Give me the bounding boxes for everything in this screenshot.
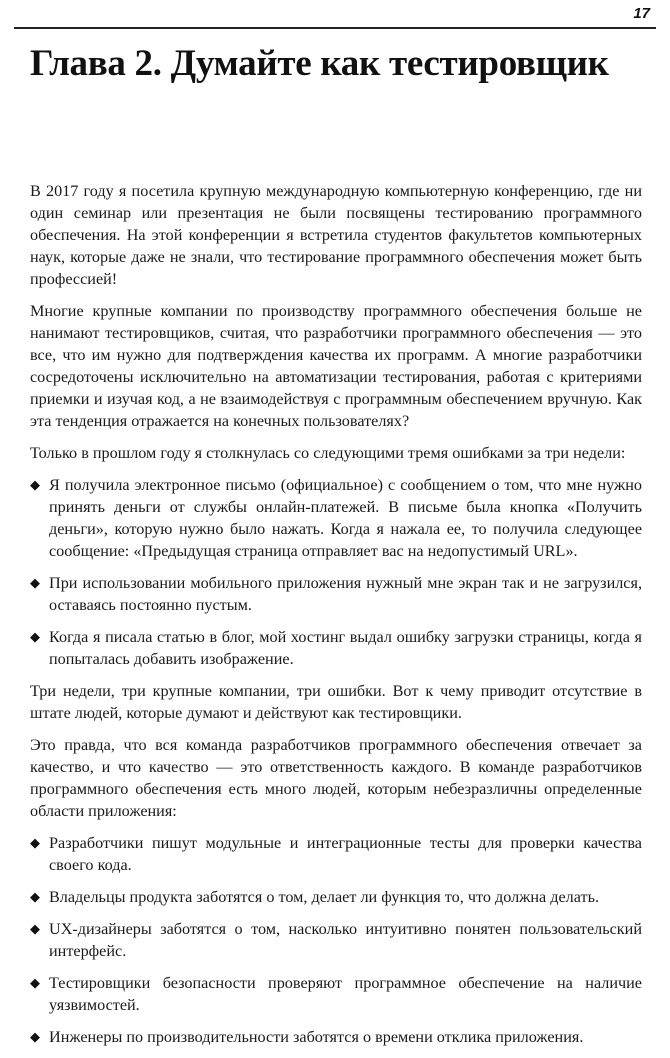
list-item-text: Инженеры по производительности заботятся о времени отклика приложения. bbox=[49, 1028, 584, 1046]
diamond-bullet-icon: ◆ bbox=[30, 1029, 40, 1044]
list-item-text: Владельцы продукта заботятся о том, делает ли функция то, что должна делать. bbox=[49, 888, 600, 906]
paragraph-5: Это правда, что вся команда разработчиков программного обеспечения отвечает за качество, и что качество — это ответственность каждого. В команде разработчиков программного обеспечения есть много людей, которым небезразличны определенные области приложения: bbox=[30, 736, 642, 820]
list-item bbox=[30, 1026, 642, 1048]
paragraph-4: Три недели, три крупные компании, три ошибки. Вот к чему приводит отсутствие в штате людей, которые думают и действуют как тестировщики. bbox=[30, 682, 642, 722]
page-number: 17 bbox=[633, 5, 650, 22]
diamond-bullet-icon: ◆ bbox=[30, 921, 40, 936]
list-item bbox=[30, 626, 642, 670]
list-item bbox=[30, 972, 642, 1016]
diamond-bullet-icon: ◆ bbox=[30, 629, 40, 644]
paragraph-1: В 2017 году я посетила крупную международную компьютерную конференцию, где ни один семинар или презентация не были посвящены тестированию программного обеспечения. На этой конференции я встретила студентов факультетов компьютерных наук, которые даже не знали, что тестирование программного обеспечения может быть профессией! bbox=[30, 182, 642, 288]
diamond-bullet-icon: ◆ bbox=[30, 575, 40, 590]
chapter-body bbox=[30, 180, 642, 1058]
list-item-text: Разработчики пишут модульные и интеграционные тесты для проверки качества своего кода. bbox=[49, 834, 642, 874]
list-item bbox=[30, 572, 642, 616]
list-item-text: Когда я писала статью в блог, мой хостинг выдал ошибку загрузки страницы, когда я попыталась добавить изображение. bbox=[49, 628, 642, 668]
list-item-text: Тестировщики безопасности проверяют программное обеспечение на наличие уязвимостей. bbox=[49, 974, 642, 1014]
error-list bbox=[30, 474, 642, 670]
diamond-bullet-icon: ◆ bbox=[30, 835, 40, 850]
diamond-bullet-icon: ◆ bbox=[30, 975, 40, 990]
paragraph-2: Многие крупные компании по производству программного обеспечения больше не нанимают тестировщиков, считая, что разработчики программного обеспечения — это все, что им нужно для подтверждения качества их программ. А многие разработчики сосредоточены исключительно на автоматизации тестирования, работая с критериями приемки и изучая код, а не взаимодействуя с программным обеспечением вручную. Как эта тенденция отражается на конечных пользователях? bbox=[30, 302, 642, 430]
header-rule bbox=[14, 27, 656, 29]
list-item bbox=[30, 474, 642, 562]
list-item bbox=[30, 918, 642, 962]
list-item-text: UX-дизайнеры заботятся о том, насколько интуитивно понятен пользовательский интерфейс. bbox=[49, 920, 642, 960]
list-item-text: Я получила электронное письмо (официальное) с сообщением о том, что мне нужно принять деньги от службы онлайн-платежей. В письме была кнопка «Получить деньги», которую нужно было нажать. Когда я нажала ее, то получила следующее сообщение: «Предыдущая страница отправляет вас на недопустимый URL». bbox=[49, 476, 642, 560]
diamond-bullet-icon: ◆ bbox=[30, 477, 40, 492]
list-item bbox=[30, 832, 642, 876]
roles-list bbox=[30, 832, 642, 1048]
list-item-text: При использовании мобильного приложения нужный мне экран так и не загрузился, оставаясь постоянно пустым. bbox=[49, 574, 642, 614]
paragraph-3: Только в прошлом году я столкнулась со следующими тремя ошибками за три недели: bbox=[30, 444, 626, 462]
list-item bbox=[30, 886, 642, 908]
diamond-bullet-icon: ◆ bbox=[30, 889, 40, 904]
chapter-title: Глава 2. Думайте как тестировщик bbox=[30, 43, 609, 84]
